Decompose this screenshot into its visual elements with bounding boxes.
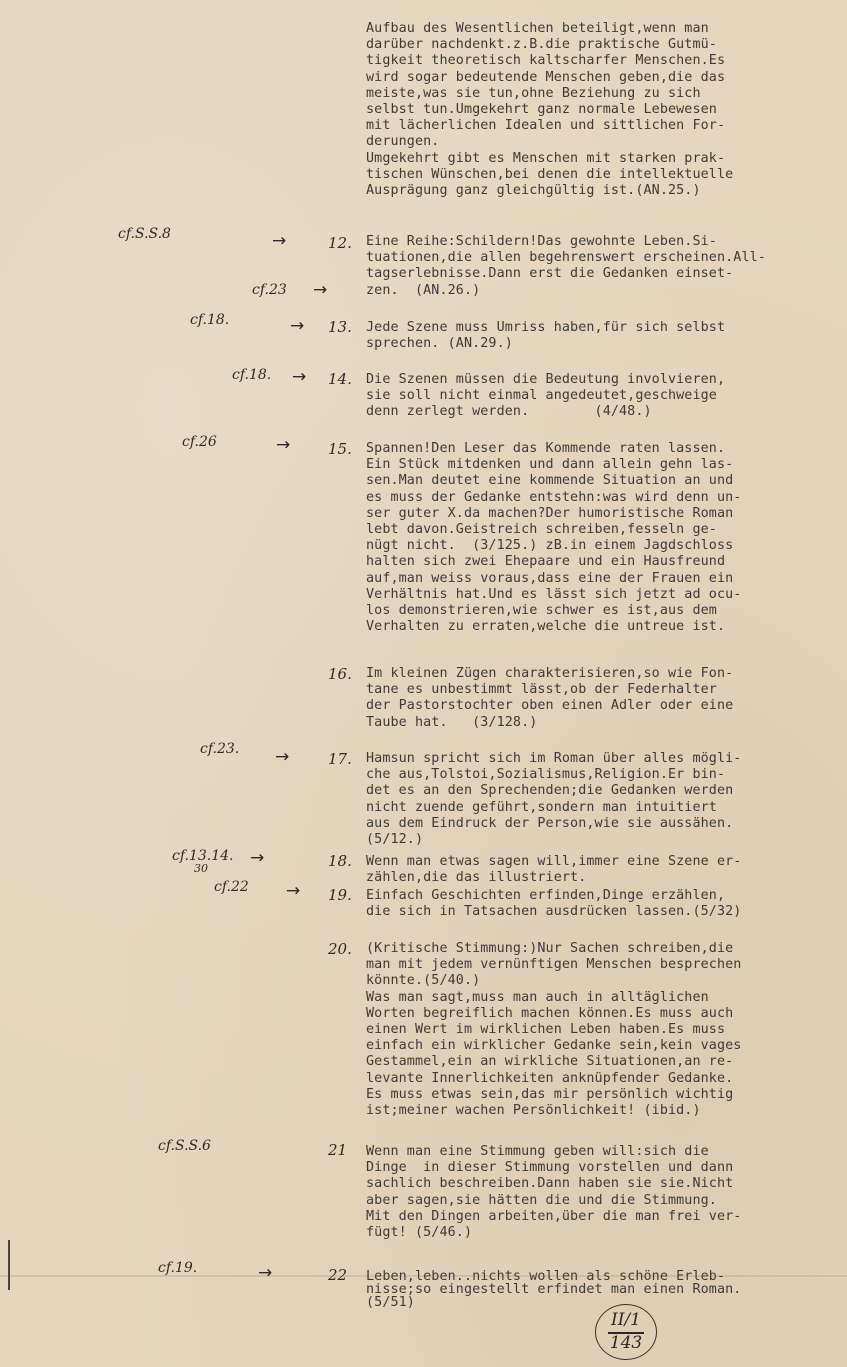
item-number-12: 12. [328,234,352,252]
edge-mark [8,1240,10,1290]
text-block-13: Jede Szene muss Umriss haben,für sich selbst sprechen. (AN.29.) [366,320,726,352]
text-block-intro: Aufbau des Wesentlichen beteiligt,wenn man darüber nachdenkt.z.B.die praktische Gutmü- tigkeit theoretisch kaltscharfer Menschen.Es wird sogar bedeutende Menschen geben,die das meiste,was sie tun,ohne Beziehung zu sich selbst tun.Umgekehrt ganz normale Lebewesen mit lächerlichen Idealen und sittlichen For- derungen. Umgekehrt gibt es Menschen mit starken prak- tischen Wünschen,bei denen die intellektuelle Ausprägung ganz gleichgültig ist.(AN.25.) [366,21,734,199]
arrow-icon: → [292,367,307,387]
archive-stamp [595,1304,657,1360]
stamp-top-label: II/1 [611,1310,641,1330]
text-block-19: Einfach Geschichten erfinden,Dinge erzählen, die sich in Tatsachen ausdrücken lassen.(5/32) [366,888,742,920]
arrow-icon: → [313,280,328,300]
item-number-16: 16. [328,665,352,683]
item-number-15: 15. [328,440,352,458]
text-block-15: Spannen!Den Leser das Kommende raten lassen. Ein Stück mitdenken und dann allein gehn las- sen.Man deutet eine kommende Situation an und es muss der Gedanke entstehn:was wird denn un- ser guter X.da machen?Der humoristische Roman lebt davon.Geistreich schreiben,fesseln ge- nügt nicht. (3/125.) zB.in einem Jagdschloss halten sich zwei Ehepaare und ein Hausfreund auf,man weiss voraus,dass eine der Frauen ein Verhältnis hat.Und es lässt sich jetzt ad ocu- los demonstrieren,wie schwer es ist,aus dem Verhalten zu erraten,welche die untreue ist. [366,441,742,635]
arrow-icon: → [250,848,265,868]
arrow-icon: → [276,435,291,455]
margin-note-cf-14: cf.18. [232,367,272,383]
item-number-22: 22 [328,1266,348,1284]
text-block-20: (Kritische Stimmung:)Nur Sachen schreiben,die man mit jedem vernünftigen Menschen besprechen könnte.(5/40.) Was man sagt,muss man auch in alltäglichen Worten begreiflich machen können.Es muss auch einen Wert im wirklichen Leben haben.Es muss einfach ein wirklicher Gedanke sein,kein vages Gestammel,ein an wirkliche Situationen,an re- levante Innerlichkeiten anknüpfender Gedanke. Es muss etwas sein,das mir persönlich wichtig ist;meiner wachen Persönlichkeit! (ibid.) [366,941,742,1119]
arrow-icon: → [290,316,305,336]
item-number-13: 13. [328,318,352,336]
item-number-21: 21 [328,1141,348,1159]
text-block-21: Wenn man eine Stimmung geben will:sich die Dinge in dieser Stimmung vorstellen und dann sachlich beschreiben.Dann haben sie sie.Nicht aber sagen,sie hätten die und die Stimmung. Mit den Dingen arbeiten,über die man frei ver- fügt! (5/46.) [366,1144,742,1241]
text-block-16: Im kleinen Zügen charakterisieren,so wie Fon- tane es unbestimmt lässt,ob der Federhalter der Pastorstochter oben einen Adler oder eine Taube hat. (3/128.) [366,666,734,730]
item-number-18: 18. [328,852,352,870]
arrow-icon: → [272,231,287,251]
margin-note-cf-12a: cf.S.S.8 [118,226,171,242]
stamp-page-number: 143 [609,1333,643,1353]
margin-note-cf-17: cf.23. [200,741,240,757]
text-block-22: Leben,leben..nichts wollen als schöne Erleb- nisse;so eingestellt erfindet man einen Roman. (5/51) [366,1269,742,1310]
margin-note-cf-15: cf.26 [182,434,217,450]
margin-note-cf-18: cf.13.14. [172,848,234,864]
arrow-icon: → [286,881,301,901]
text-block-18: Wenn man etwas sagen will,immer eine Szene er- zählen,die das illustriert. [366,854,742,886]
item-number-19: 19. [328,886,352,904]
margin-note-cf-18b: 30 [194,862,208,875]
margin-note-cf-19: cf.22 [214,879,249,895]
item-number-17: 17. [328,750,352,768]
arrow-icon: → [258,1263,273,1283]
text-block-12: Eine Reihe:Schildern!Das gewohnte Leben.Si- tuationen,die allen begehrenswert erscheinen.All- tagserlebnisse.Dann erst die Gedanken einset- zen. (AN.26.) [366,234,766,298]
margin-note-cf-12b: cf.23 [252,282,287,298]
item-number-20: 20. [328,940,352,958]
margin-note-cf-13: cf.18. [190,312,230,328]
text-block-14: Die Szenen müssen die Bedeutung involvieren, sie soll nicht einmal angedeutet,geschweige denn zerlegt werden. (4/48.) [366,372,726,420]
margin-note-cf-22: cf.19. [158,1260,198,1276]
text-block-17: Hamsun spricht sich im Roman über alles mögli- che aus,Tolstoi,Sozialismus,Religion.Er bin- det es an den Sprechenden;die Gedanken werden nicht zuende geführt,sondern man intuitiert aus dem Eindruck der Person,wie sie aussähen. (5/12.) [366,751,742,848]
item-number-14: 14. [328,370,352,388]
margin-note-cf-21: cf.S.S.6 [158,1138,211,1154]
arrow-icon: → [275,747,290,767]
